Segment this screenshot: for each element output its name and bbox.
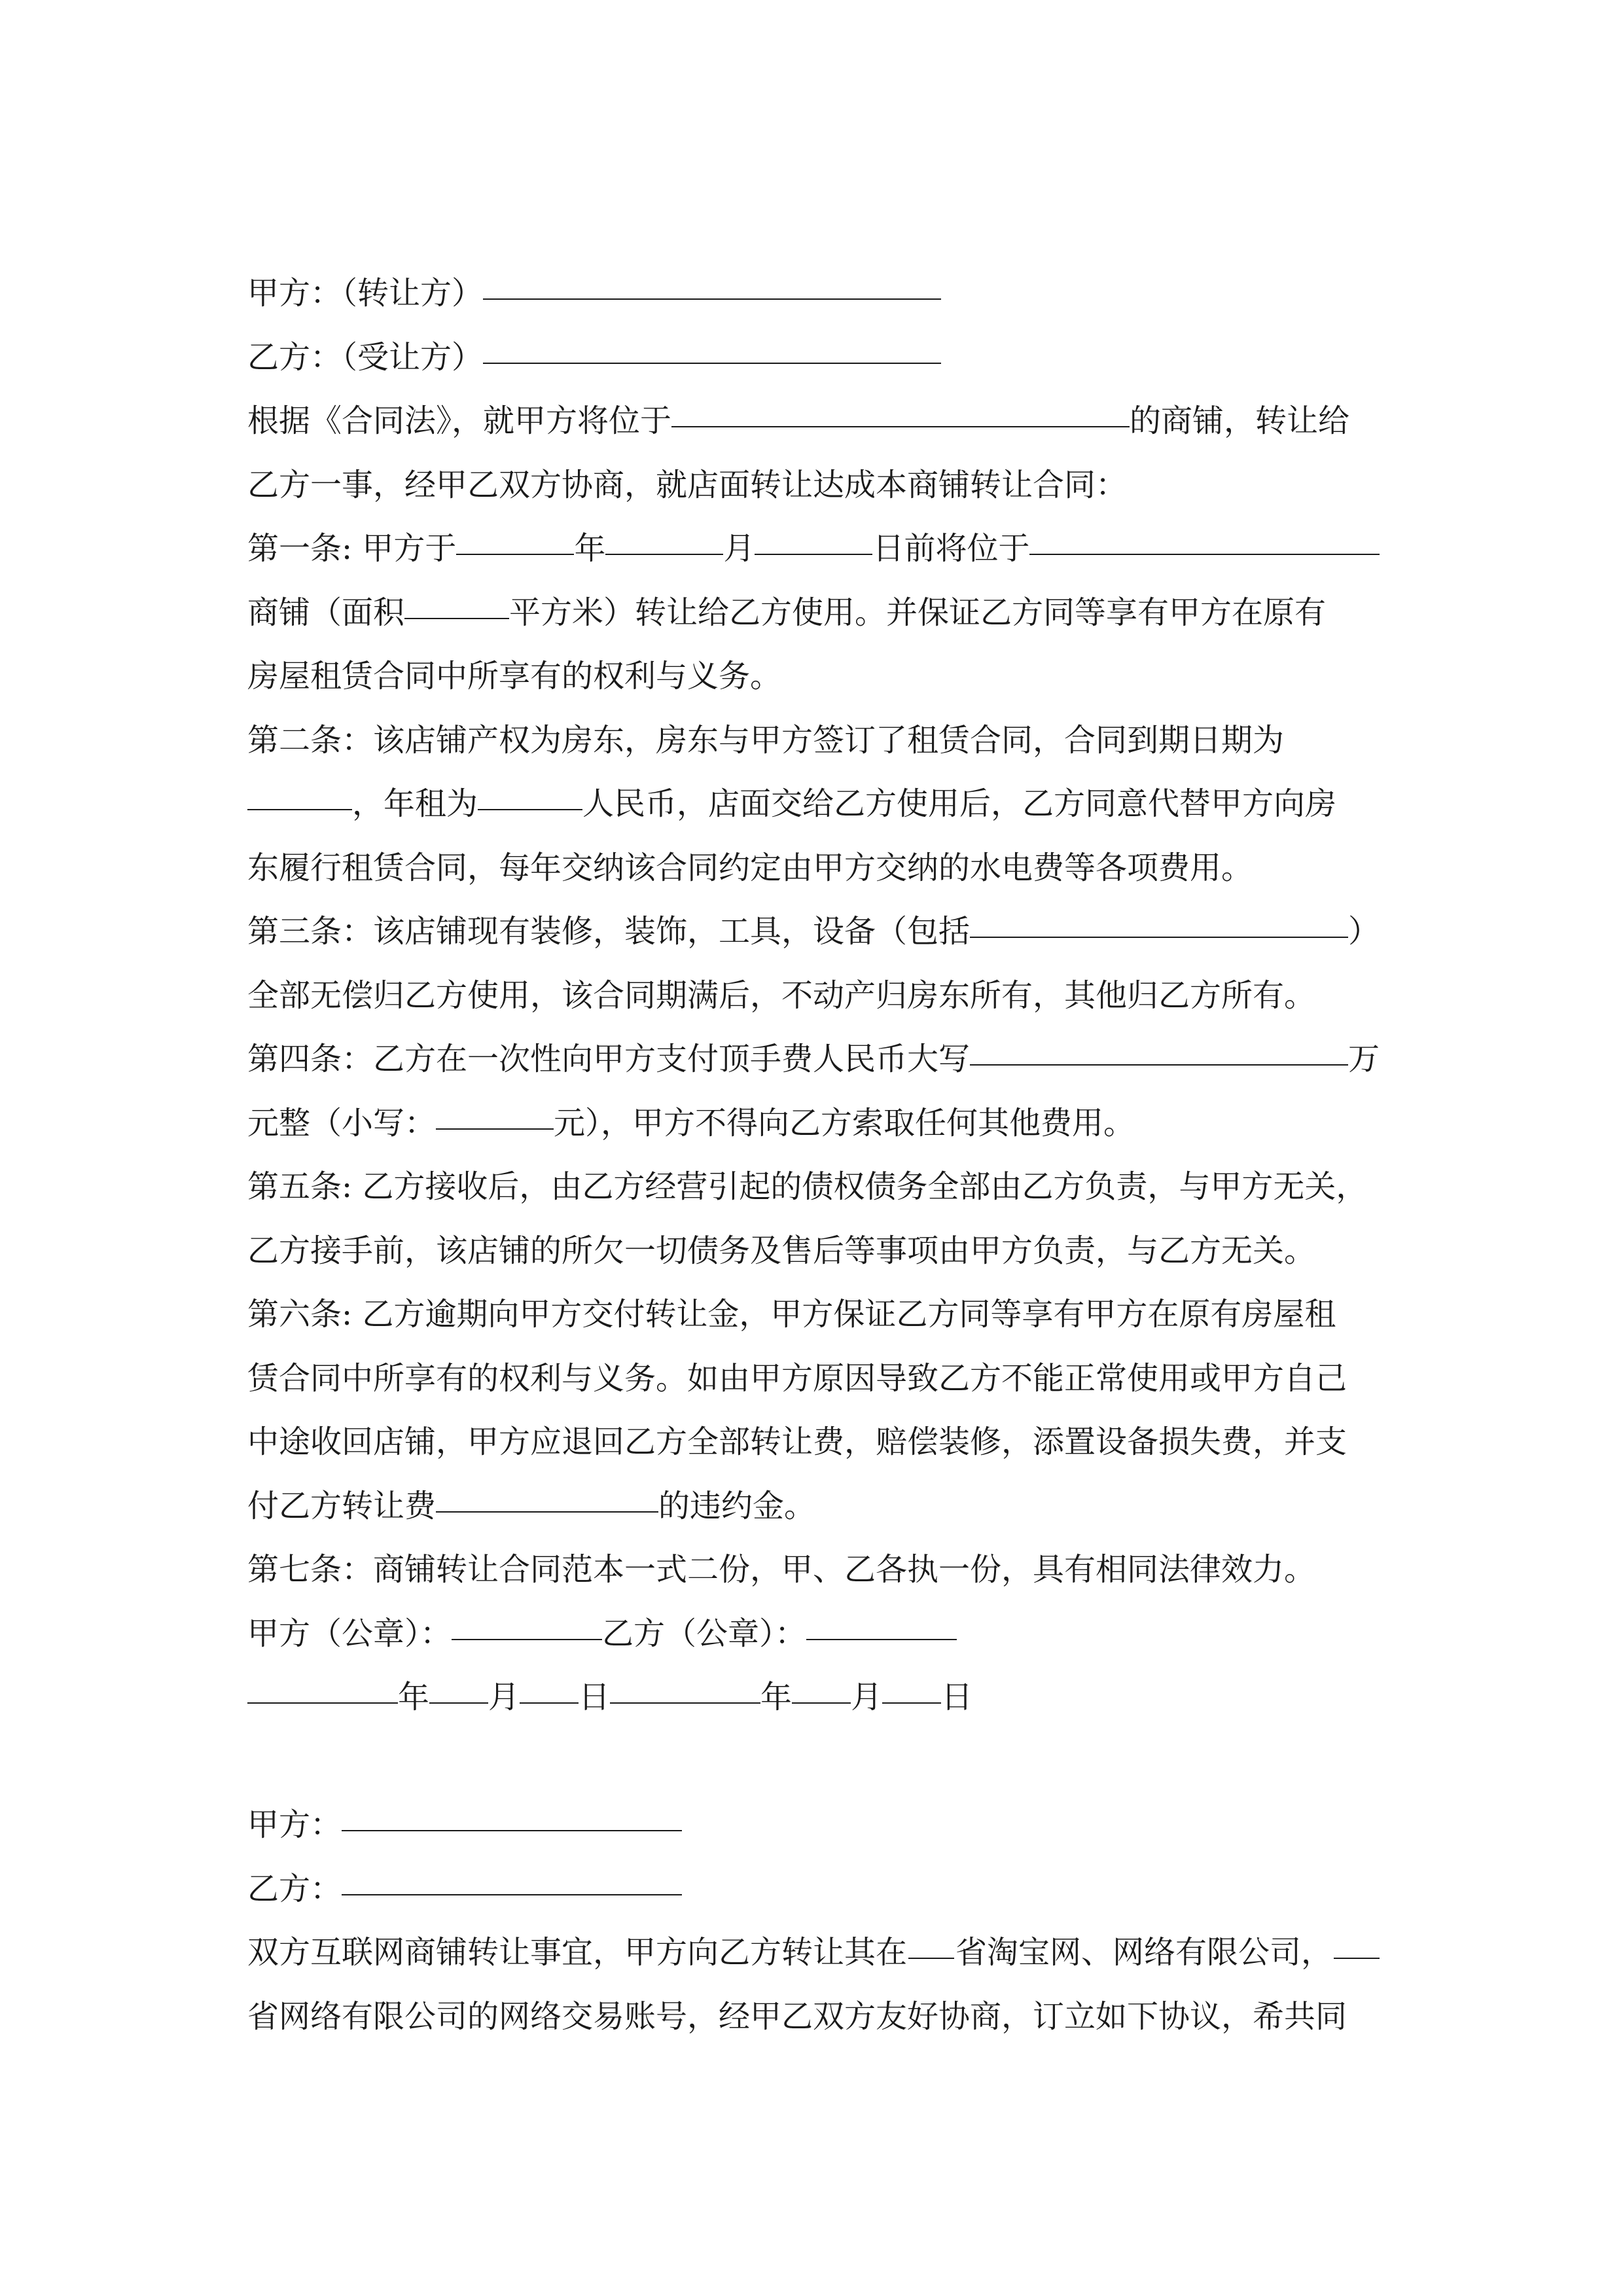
agreement-line-1 [247,1921,1380,1985]
annual-rent-blank[interactable] [478,808,582,810]
article-text: 东履行租赁合同，每年交纳该合同约定由甲方交纳的水电费等各项费用。 [247,849,1253,886]
article-6-line-1 [247,1283,1380,1347]
article-1-line-3 [247,645,1380,709]
lease-expiry-blank[interactable] [247,808,352,810]
transfer-day-blank[interactable] [755,553,872,555]
seal-line [247,1602,1380,1666]
agreement-party-b-label: 乙方： [247,1870,342,1907]
article-text: ，年租为 [352,785,478,822]
province-blank-2[interactable] [1334,1957,1380,1959]
party-a-seal-blank[interactable] [452,1638,602,1640]
intro-text: 的商铺，转让给 [1130,403,1350,439]
article-7-line [247,1538,1380,1602]
intro-text: 根据《合同法》，就甲方将位于 [247,403,672,439]
party-b-seal-label: 乙方（公章）： [602,1615,807,1652]
fee-uppercase-blank[interactable] [970,1064,1348,1066]
intro-line-1 [247,389,1380,454]
article-2-line-2 [247,772,1380,836]
article-text: 日前将位于 [872,530,1030,567]
shop-address-blank[interactable] [1029,553,1380,555]
party-a-name-blank[interactable] [483,298,941,300]
province-blank-1[interactable] [908,1957,954,1959]
equipment-list-blank[interactable] [970,936,1348,938]
date-line [247,1666,1380,1730]
article-text: 房屋租赁合同中所享有的权利与义务。 [247,658,782,694]
month-label: 月 [851,1679,883,1715]
agreement-text: 省淘宝网、网络有限公司， [955,1934,1332,1971]
article-text: 第一条: 甲方于 [247,530,457,567]
shop-location-blank[interactable] [671,425,1130,427]
party-b-name-blank[interactable] [483,362,941,364]
article-text: 第三条：该店铺现有装修，装饰，工具，设备（包括 [247,913,971,950]
article-4-line-1 [247,1028,1380,1092]
agreement-text: 省网络有限公司的网络交易账号，经甲乙双方友好协商，订立如下协议，希共同 [247,1998,1347,2035]
article-text: 第二条：该店铺产权为房东，房东与甲方签订了租赁合同，合同到期日期为 [247,721,1285,759]
penalty-blank[interactable] [436,1511,658,1513]
article-text: 中途收回店铺，甲方应退回乙方全部转让费，赔偿装修，添置设备损失费，并支 [247,1424,1347,1460]
party-a-seal-label: 甲方（公章）： [247,1615,452,1652]
document-page [247,262,1380,2049]
article-text: 的违约金。 [658,1487,816,1524]
party-a-day-blank[interactable] [520,1702,579,1704]
article-1-line-2 [247,581,1380,645]
article-text: 商铺（面积 [247,594,405,631]
party-b-seal-blank[interactable] [806,1638,957,1640]
article-text: 月 [723,530,755,567]
agreement-party-b-line [247,1857,1380,1922]
article-text: 全部无偿归乙方使用，该合同期满后，不动产归房东所有，其他归乙方所有。 [247,977,1316,1014]
contract-party-a-line [247,262,1380,326]
article-text: 第四条：乙方在一次性向甲方支付顶手费人民币大写 [247,1041,971,1077]
article-2-line-1 [247,709,1380,773]
article-text: 第五条: 乙方接收后，由乙方经营引起的债权债务全部由乙方负责，与甲方无关， [247,1168,1368,1205]
agreement-line-2 [247,1985,1380,2049]
year-label: 年 [398,1679,430,1715]
article-4-line-2 [247,1092,1380,1156]
intro-line-2 [247,454,1380,518]
article-text: ） [1347,913,1380,950]
article-2-line-3 [247,836,1380,901]
shop-area-blank[interactable] [404,617,509,619]
section-gap [247,1730,1380,1794]
year-label: 年 [760,1679,793,1715]
article-text: 万 [1347,1041,1380,1077]
day-label: 日 [941,1679,973,1715]
contract-party-b-line [247,326,1380,390]
article-5-line-1 [247,1155,1380,1219]
party-b-month-blank[interactable] [792,1702,851,1704]
article-text: 元整（小写： [247,1104,437,1141]
party-b-year-blank[interactable] [610,1702,760,1704]
article-text: 元），甲方不得向乙方索取任何其他费用。 [554,1104,1135,1141]
article-text: 第七条：商铺转让合同范本一式二份，甲、乙各执一份，具有相同法律效力。 [247,1551,1316,1588]
party-b-day-blank[interactable] [882,1702,941,1704]
article-1-line-1 [247,517,1380,581]
article-3-line-2 [247,964,1380,1028]
contract-party-a-label: 甲方：（转让方） [247,275,484,312]
agreement-party-b-blank[interactable] [342,1893,682,1895]
article-text: 乙方接手前，该店铺的所欠一切债务及售后等事项由甲方负责，与乙方无关。 [247,1232,1316,1269]
party-a-month-blank[interactable] [429,1702,488,1704]
article-6-line-2 [247,1347,1380,1411]
month-label: 月 [488,1679,520,1715]
article-5-line-2 [247,1219,1380,1283]
article-6-line-4 [247,1475,1380,1539]
agreement-party-a-label: 甲方： [247,1806,342,1843]
agreement-party-a-line [247,1793,1380,1857]
agreement-text: 双方互联网商铺转让事宜，甲方向乙方转让其在 [247,1934,908,1971]
contract-party-b-label: 乙方：（受让方） [247,338,484,376]
article-text: 赁合同中所享有的权利与义务。如由甲方原因导致乙方不能正常使用或甲方自己 [247,1359,1347,1397]
transfer-month-blank[interactable] [605,553,723,555]
transfer-year-blank[interactable] [456,553,574,555]
article-3-line-1 [247,900,1380,964]
fee-lowercase-blank[interactable] [436,1128,554,1130]
intro-text: 乙方一事，经甲乙双方协商，就店面转让达成本商铺转让合同： [247,466,1128,503]
article-text: 平方米）转让给乙方使用。并保证乙方同等享有甲方在原有 [509,594,1327,631]
article-text: 第六条: 乙方逾期向甲方交付转让金，甲方保证乙方同等享有甲方在原有房屋租 [247,1296,1336,1333]
party-a-year-blank[interactable] [247,1702,398,1704]
day-label: 日 [579,1679,611,1715]
article-text: 年 [574,530,606,567]
article-6-line-3 [247,1410,1380,1475]
article-text: 人民币，店面交给乙方使用后，乙方同意代替甲方向房 [582,785,1337,822]
article-text: 付乙方转让费 [247,1487,437,1524]
agreement-party-a-blank[interactable] [342,1829,682,1831]
